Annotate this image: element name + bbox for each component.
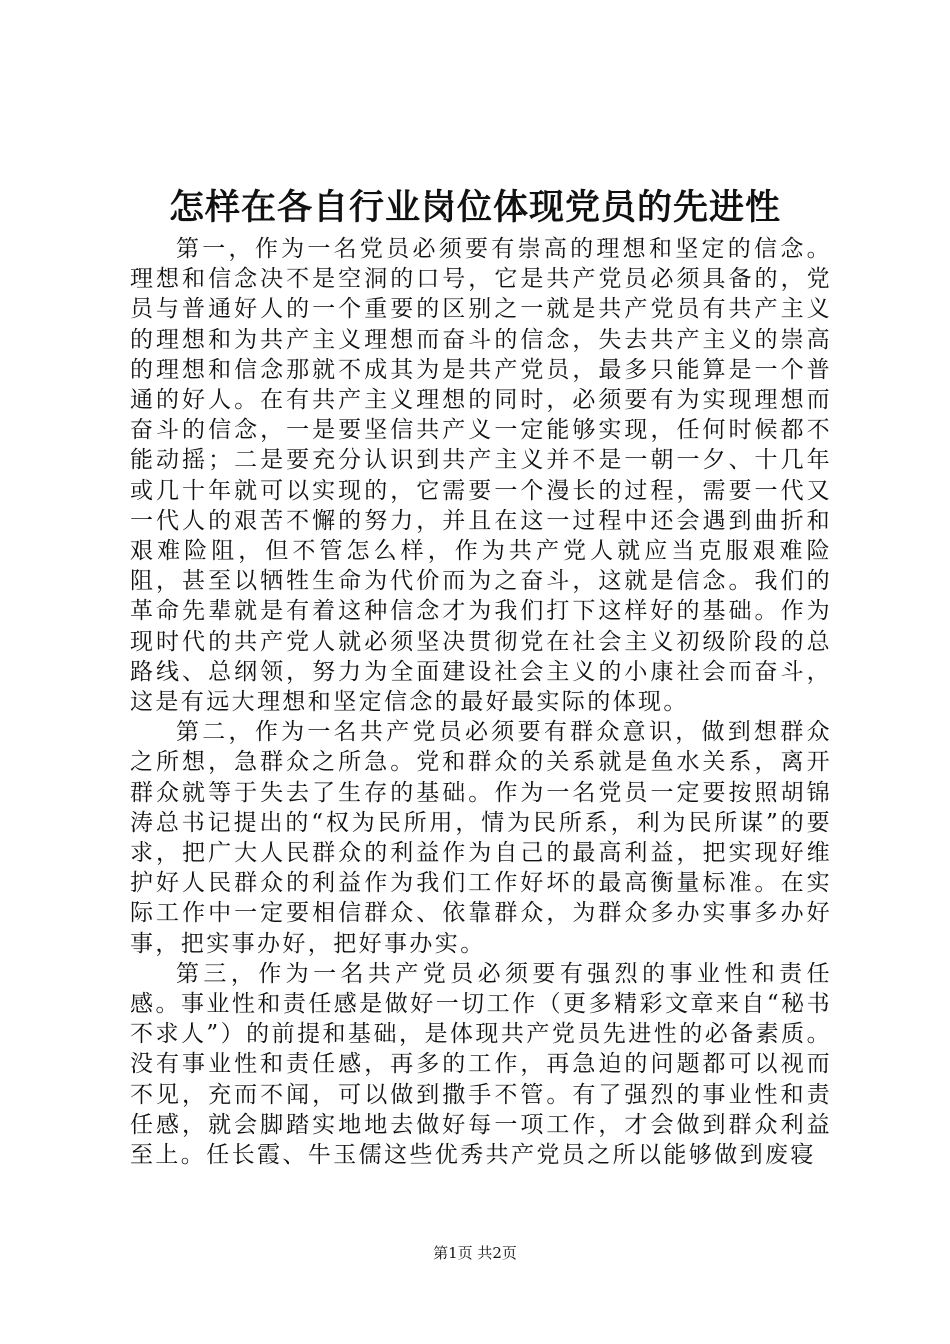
document-body bbox=[130, 234, 832, 1170]
paragraph-1: 第一，作为一名党员必须要有崇高的理想和坚定的信念。理想和信念决不是空洞的口号，它是共产党员必须具备的，党员与普通好人的一个重要的区别之一就是共产党员有共产主义的理想和为共产主义理想而奋斗的信念，失去共产主义的崇高的理想和信念那就不成其为是共产党员，最多只能算是一个普通的好人。在有共产主义理想的同时，必须要有为实现理想而奋斗的信念，一是要坚信共产义一定能够实现，任何时候都不能动摇；二是要充分认识到共产主义并不是一朝一夕、十几年或几十年就可以实现的，它需要一个漫长的过程，需要一代又一代人的艰苦不懈的努力，并且在这一过程中还会遇到曲折和艰难险阻，但不管怎么样，作为共产党人就应当克服艰难险阻，甚至以牺牲生命为代价而为之奋斗，这就是信念。我们的革命先辈就是有着这种信念才为我们打下这样好的基础。作为现时代的共产党人就必须坚决贯彻党在社会主义初级阶段的总路线、总纲领，努力为全面建设社会主义的小康社会而奋斗，这是有远大理想和坚定信念的最好最实际的体现。 bbox=[130, 236, 832, 716]
paragraph-2: 第二，作为一名共产党员必须要有群众意识，做到想群众之所想，急群众之所急。党和群众的关系就是鱼水关系，离开群众就等于失去了生存的基础。作为一名党员一定要按照胡锦涛总书记提出的“权为民所用，情为民所系，利为民所谋”的要求，把广大人民群众的利益作为自己的最高利益，把实现好维护好人民群众的利益作为我们工作好坏的最高衡量标准。在实际工作中一定要相信群众、依靠群众，为群众多办实事多办好事，把实事办好，把好事办实。 bbox=[130, 719, 832, 957]
paragraph-3: 第三，作为一名共产党员必须要有强烈的事业性和责任感。事业性和责任感是做好一切工作（更多精彩文章来自“秘书不求人”）的前提和基础，是体现共产党员先进性的必备素质。没有事业性和责任感，再多的工作，再急迫的问题都可以视而不见，充而不闻，可以做到撒手不管。有了强烈的事业性和责任感，就会脚踏实地地去做好每一项工作，才会做到群众利益至上。任长霞、牛玉儒这些优秀共产党员之所以能够做到废寝 bbox=[130, 960, 832, 1169]
page-footer: 第1页 共2页 bbox=[433, 1244, 517, 1262]
document-title: 怎样在各自行业岗位体现党员的先进性 bbox=[168, 187, 781, 228]
